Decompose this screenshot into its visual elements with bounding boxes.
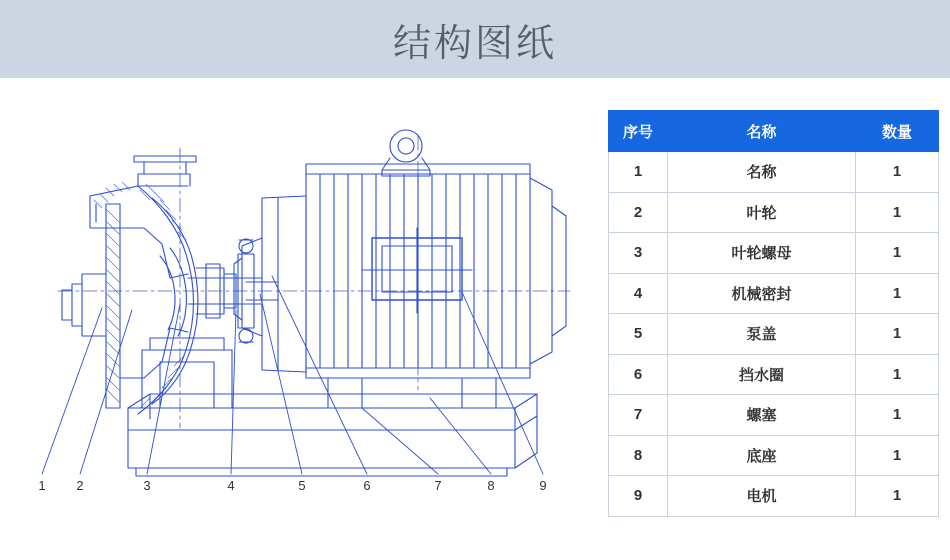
casing-hatching: [94, 182, 186, 408]
callout-number: 9: [539, 478, 547, 493]
callout-number: 2: [76, 478, 84, 493]
coupling-bracket: [234, 196, 306, 372]
cell-name: 电机: [668, 476, 856, 517]
cell-quantity: 1: [856, 435, 939, 476]
callout-number: 5: [298, 478, 306, 493]
cell-quantity: 1: [856, 192, 939, 233]
callout-number: 3: [143, 478, 151, 493]
callout-number: 4: [227, 478, 235, 493]
column-header-index: 序号: [609, 111, 668, 152]
column-header-name: 名称: [668, 111, 856, 152]
cell-name: 叶轮: [668, 192, 856, 233]
table-row: [609, 354, 939, 395]
callout-number: 1: [38, 478, 46, 493]
cell-index: 8: [609, 435, 668, 476]
base-plate: [128, 394, 537, 476]
callout-number: 7: [434, 478, 442, 493]
table-body: [609, 152, 939, 517]
page-title: 结构图纸: [392, 22, 557, 65]
motor-support-foot: [320, 378, 504, 408]
cell-index: 4: [609, 273, 668, 314]
cell-index: 7: [609, 395, 668, 436]
cell-quantity: 1: [856, 476, 939, 517]
pump-structure-drawing: [10, 78, 600, 560]
cell-name: 底座: [668, 435, 856, 476]
table-row: [609, 273, 939, 314]
table-row: [609, 395, 939, 436]
cell-index: 1: [609, 152, 668, 193]
table-row: [609, 233, 939, 274]
lifting-eye: [382, 130, 430, 176]
pump-diagram-svg: [10, 78, 600, 560]
cell-quantity: 1: [856, 273, 939, 314]
cell-name: 泵盖: [668, 314, 856, 355]
table-row: [609, 314, 939, 355]
cell-quantity: 1: [856, 395, 939, 436]
table-header-row: [609, 111, 939, 152]
column-header-quantity: 数量: [856, 111, 939, 152]
callout-number: 8: [487, 478, 495, 493]
cell-name: 挡水圈: [668, 354, 856, 395]
table-row: [609, 476, 939, 517]
pump-casing: [62, 156, 198, 414]
cell-index: 3: [609, 233, 668, 274]
parts-list-table: [608, 110, 939, 517]
terminal-box: [362, 228, 472, 313]
callout-number: 6: [363, 478, 371, 493]
cell-name: 叶轮螺母: [668, 233, 856, 274]
cell-name: 螺塞: [668, 395, 856, 436]
leader-lines: [42, 276, 543, 474]
cell-quantity: 1: [856, 314, 939, 355]
table-header: [609, 111, 939, 152]
table-row: [609, 435, 939, 476]
page-header: [0, 0, 950, 78]
cell-index: 6: [609, 354, 668, 395]
cell-quantity: 1: [856, 152, 939, 193]
cell-name: 机械密封: [668, 273, 856, 314]
page-content: [0, 78, 950, 560]
cell-name: 名称: [668, 152, 856, 193]
table-row: [609, 152, 939, 193]
cell-index: 2: [609, 192, 668, 233]
cell-quantity: 1: [856, 354, 939, 395]
center-lines: [58, 136, 570, 428]
motor-body: [306, 164, 566, 378]
cell-index: 9: [609, 476, 668, 517]
table-row: [609, 192, 939, 233]
cell-quantity: 1: [856, 233, 939, 274]
cell-index: 5: [609, 314, 668, 355]
